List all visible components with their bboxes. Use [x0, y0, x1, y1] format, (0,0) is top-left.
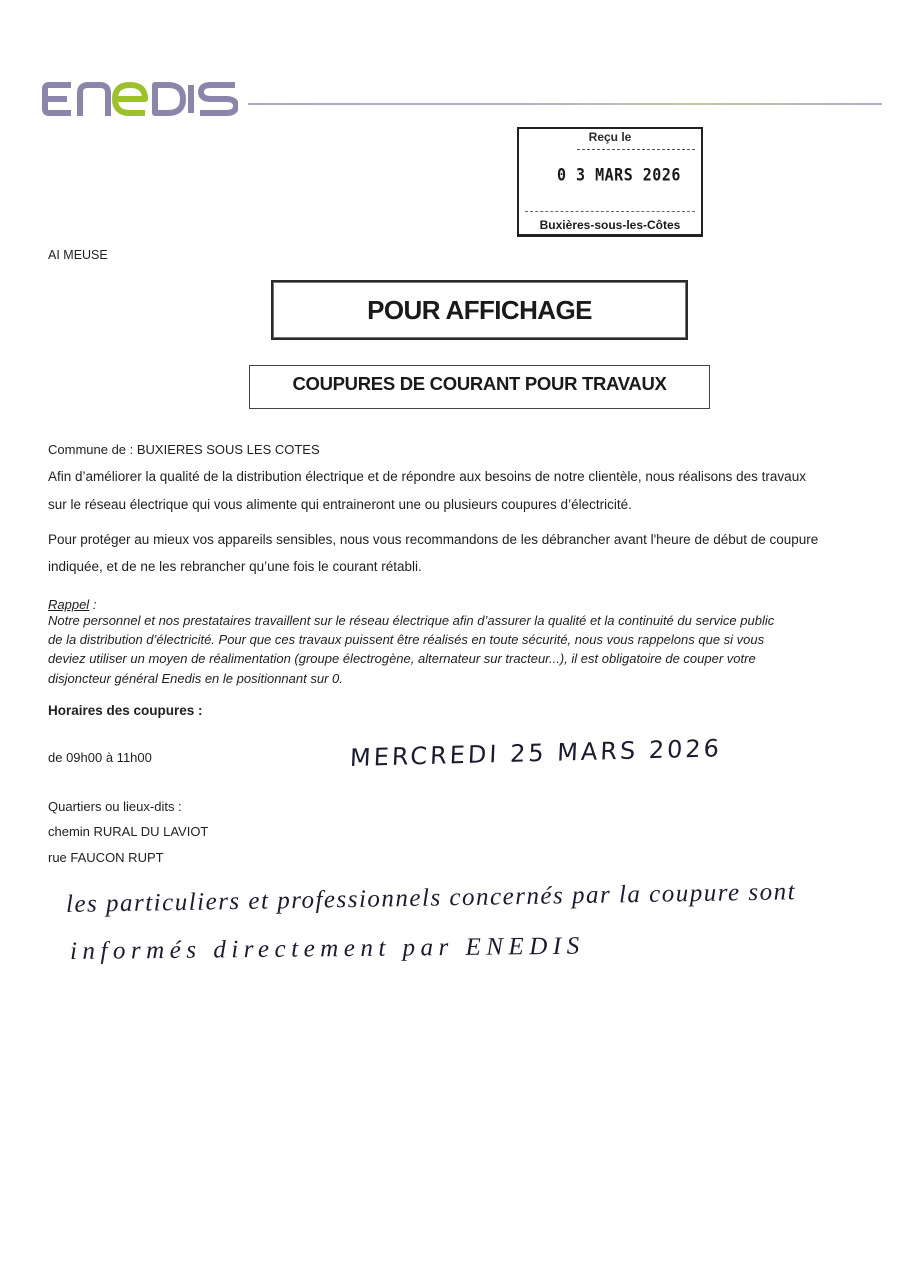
locations-heading: Quartiers ou lieux-dits :	[48, 799, 182, 814]
subheadline: COUPURES DE COURANT POUR TRAVAUX	[292, 373, 667, 394]
location-item: rue FAUCON RUPT	[48, 850, 164, 865]
subheadline-box	[249, 365, 710, 409]
enedis-logo	[40, 80, 238, 120]
schedule-heading: Horaires des coupures :	[48, 703, 203, 718]
reminder-line: de la distribution d’électricité. Pour que ces travaux puissent être réalisés en toute sécurité, nous vous rappelons que si vous	[48, 632, 765, 647]
recipient: AI MEUSE	[48, 248, 108, 262]
reminder-label: Rappel	[48, 597, 90, 612]
schedule-hours: de 09h00 à 11h00	[48, 750, 152, 765]
paragraph-line: sur le réseau électrique qui vous alimente qui entraineront une ou plusieurs coupures d’électricité.	[48, 497, 632, 512]
stamp-date: 0 3 MARS 2026	[557, 164, 681, 186]
location-item: chemin RURAL DU LAVIOT	[48, 824, 209, 839]
reminder-line: deviez utiliser un moyen de réalimentation (groupe électrogène, alternateur sur tracteur...), il est obligatoire de couper votre	[48, 651, 756, 666]
paragraph-line: Afin d’améliorer la qualité de la distribution électrique et de répondre aux besoins de notre clientèle, nous réalisons des travaux	[48, 469, 806, 484]
reception-stamp	[517, 127, 703, 237]
reminder-suffix: :	[89, 597, 97, 612]
paragraph-line: indiquée, et de ne les rebrancher qu’une fois le courant rétabli.	[48, 559, 422, 574]
paragraph-line: Pour protéger au mieux vos appareils sensibles, nous vous recommandons de les débrancher avant l'heure de début de coupure	[48, 532, 819, 547]
stamp-divider	[577, 149, 695, 150]
logo-letter-n	[80, 85, 108, 116]
logo-letter-s	[200, 85, 236, 113]
reminder-heading	[48, 596, 96, 613]
reminder-line: Notre personnel et nos prestataires travaillent sur le réseau électrique afin d’assurer la qualité et la continuité du service public	[48, 613, 775, 628]
logo-letter-d	[155, 85, 183, 113]
commune: Commune de : BUXIERES SOUS LES COTES	[48, 442, 320, 457]
stamp-place: Buxières-sous-les-Côtes	[539, 218, 681, 232]
stamp-label: Reçu le	[588, 130, 632, 144]
logo-letter-e-upper	[45, 85, 71, 113]
headline: POUR AFFICHAGE	[367, 294, 592, 325]
handwritten-note-line: informés directement par ENEDIS	[69, 932, 585, 965]
logo-letter-e-accent	[115, 85, 145, 113]
stamp-divider	[525, 211, 695, 212]
headline-box	[271, 280, 688, 340]
letterhead-rule	[248, 103, 882, 105]
handwritten-note-line: les particuliers et professionnels concernés par la coupure sont	[65, 878, 797, 918]
reminder-line: disjoncteur général Enedis en le positionnant sur 0.	[48, 671, 343, 686]
handwritten-date: MERCREDI 25 MARS 2026	[349, 734, 723, 773]
